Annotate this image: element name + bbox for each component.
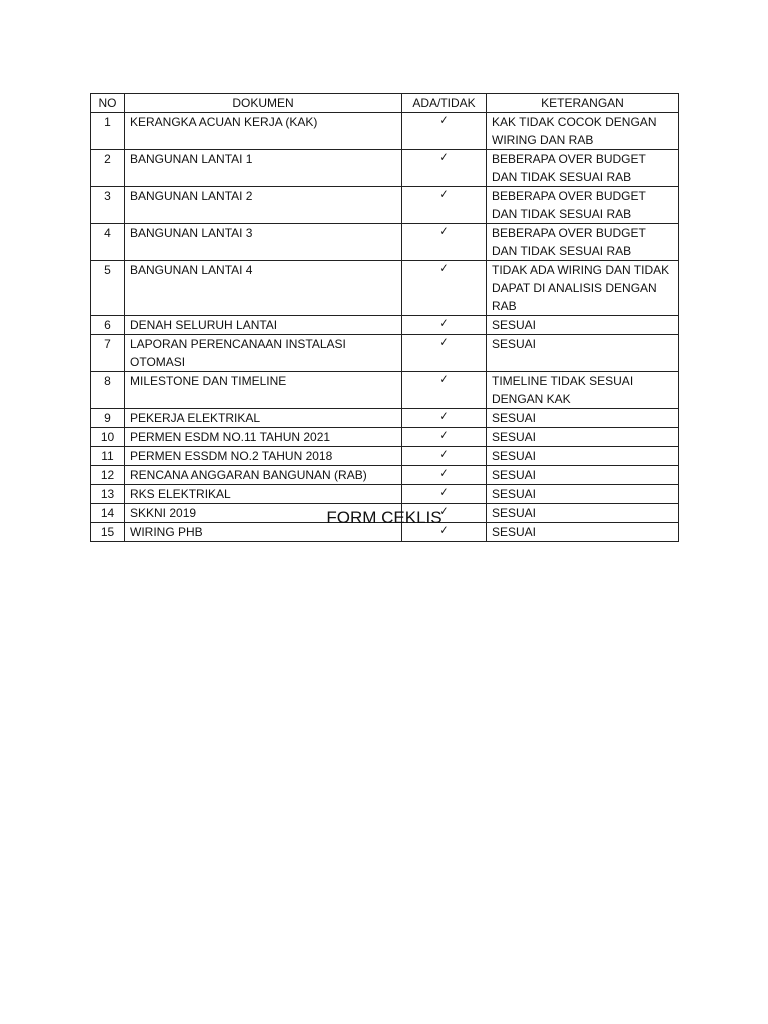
row-number: 4 — [91, 224, 125, 261]
ada-cell — [402, 466, 487, 485]
row-keterangan: SESUAI — [487, 428, 679, 447]
ada-cell — [402, 485, 487, 504]
row-number: 1 — [91, 113, 125, 150]
row-keterangan: SESUAI — [487, 523, 679, 542]
row-number: 2 — [91, 150, 125, 187]
row-keterangan: SESUAI — [487, 316, 679, 335]
row-dokumen: MILESTONE DAN TIMELINE — [125, 372, 402, 409]
check-icon: ✓ — [439, 504, 449, 518]
row-number: 7 — [91, 335, 125, 372]
checklist-table — [90, 93, 679, 542]
header-dokumen: DOKUMEN — [125, 94, 402, 113]
table-row — [91, 187, 679, 224]
row-dokumen: RENCANA ANGGARAN BANGUNAN (RAB) — [125, 466, 402, 485]
table-row — [91, 261, 679, 316]
ada-cell — [402, 113, 487, 150]
table-row — [91, 113, 679, 150]
row-number: 6 — [91, 316, 125, 335]
row-keterangan: TIDAK ADA WIRING DAN TIDAK DAPAT DI ANALISIS DENGAN RAB — [487, 261, 679, 316]
check-icon: ✓ — [439, 523, 449, 537]
row-number: 14 — [91, 504, 125, 523]
row-dokumen: SKKNI 2019 — [125, 504, 402, 523]
table-row — [91, 466, 679, 485]
table-row — [91, 485, 679, 504]
ada-cell — [402, 316, 487, 335]
check-icon: ✓ — [439, 113, 449, 127]
row-keterangan: BEBERAPA OVER BUDGET DAN TIDAK SESUAI RAB — [487, 150, 679, 187]
ada-cell — [402, 335, 487, 372]
table-row — [91, 447, 679, 466]
ada-cell — [402, 187, 487, 224]
row-number: 13 — [91, 485, 125, 504]
row-dokumen: RKS ELEKTRIKAL — [125, 485, 402, 504]
row-number: 12 — [91, 466, 125, 485]
header-keterangan: KETERANGAN — [487, 94, 679, 113]
check-icon: ✓ — [439, 372, 449, 386]
row-number: 11 — [91, 447, 125, 466]
row-keterangan: SESUAI — [487, 504, 679, 523]
table-row — [91, 335, 679, 372]
row-keterangan: BEBERAPA OVER BUDGET DAN TIDAK SESUAI RAB — [487, 187, 679, 224]
row-keterangan: KAK TIDAK COCOK DENGAN WIRING DAN RAB — [487, 113, 679, 150]
row-dokumen: DENAH SELURUH LANTAI — [125, 316, 402, 335]
row-dokumen: LAPORAN PERENCANAAN INSTALASI OTOMASI — [125, 335, 402, 372]
row-keterangan: SESUAI — [487, 409, 679, 428]
row-keterangan: BEBERAPA OVER BUDGET DAN TIDAK SESUAI RAB — [487, 224, 679, 261]
row-keterangan: SESUAI — [487, 485, 679, 504]
table-row — [91, 316, 679, 335]
ada-cell — [402, 372, 487, 409]
row-dokumen: WIRING PHB — [125, 523, 402, 542]
ada-cell — [402, 428, 487, 447]
ada-cell — [402, 224, 487, 261]
check-icon: ✓ — [439, 316, 449, 330]
table-body — [91, 113, 679, 542]
row-keterangan: SESUAI — [487, 447, 679, 466]
row-number: 3 — [91, 187, 125, 224]
row-number: 8 — [91, 372, 125, 409]
table-row — [91, 428, 679, 447]
row-number: 15 — [91, 523, 125, 542]
check-icon: ✓ — [439, 485, 449, 499]
row-dokumen: BANGUNAN LANTAI 2 — [125, 187, 402, 224]
ada-cell — [402, 409, 487, 428]
check-icon: ✓ — [439, 335, 449, 349]
check-icon: ✓ — [439, 187, 449, 201]
table-row — [91, 150, 679, 187]
row-number: 9 — [91, 409, 125, 428]
row-keterangan: TIMELINE TIDAK SESUAI DENGAN KAK — [487, 372, 679, 409]
header-ada-tidak: ADA/TIDAK — [402, 94, 487, 113]
row-dokumen: BANGUNAN LANTAI 3 — [125, 224, 402, 261]
row-dokumen: BANGUNAN LANTAI 1 — [125, 150, 402, 187]
check-icon: ✓ — [439, 428, 449, 442]
check-icon: ✓ — [439, 224, 449, 238]
row-dokumen: BANGUNAN LANTAI 4 — [125, 261, 402, 316]
table-row — [91, 409, 679, 428]
row-dokumen: PERMEN ESSDM NO.2 TAHUN 2018 — [125, 447, 402, 466]
row-keterangan: SESUAI — [487, 335, 679, 372]
row-dokumen: PEKERJA ELEKTRIKAL — [125, 409, 402, 428]
ada-cell — [402, 447, 487, 466]
row-number: 10 — [91, 428, 125, 447]
row-keterangan: SESUAI — [487, 466, 679, 485]
row-number: 5 — [91, 261, 125, 316]
check-icon: ✓ — [439, 447, 449, 461]
check-icon: ✓ — [439, 261, 449, 275]
ada-cell — [402, 150, 487, 187]
check-icon: ✓ — [439, 409, 449, 423]
row-dokumen: KERANGKA ACUAN KERJA (KAK) — [125, 113, 402, 150]
table-header-row — [91, 94, 679, 113]
check-icon: ✓ — [439, 150, 449, 164]
ada-cell — [402, 261, 487, 316]
table-row — [91, 224, 679, 261]
table-row — [91, 372, 679, 409]
form-title: FORM CEKLIS — [326, 508, 442, 527]
row-dokumen: PERMEN ESDM NO.11 TAHUN 2021 — [125, 428, 402, 447]
check-icon: ✓ — [439, 466, 449, 480]
header-no: NO — [91, 94, 125, 113]
